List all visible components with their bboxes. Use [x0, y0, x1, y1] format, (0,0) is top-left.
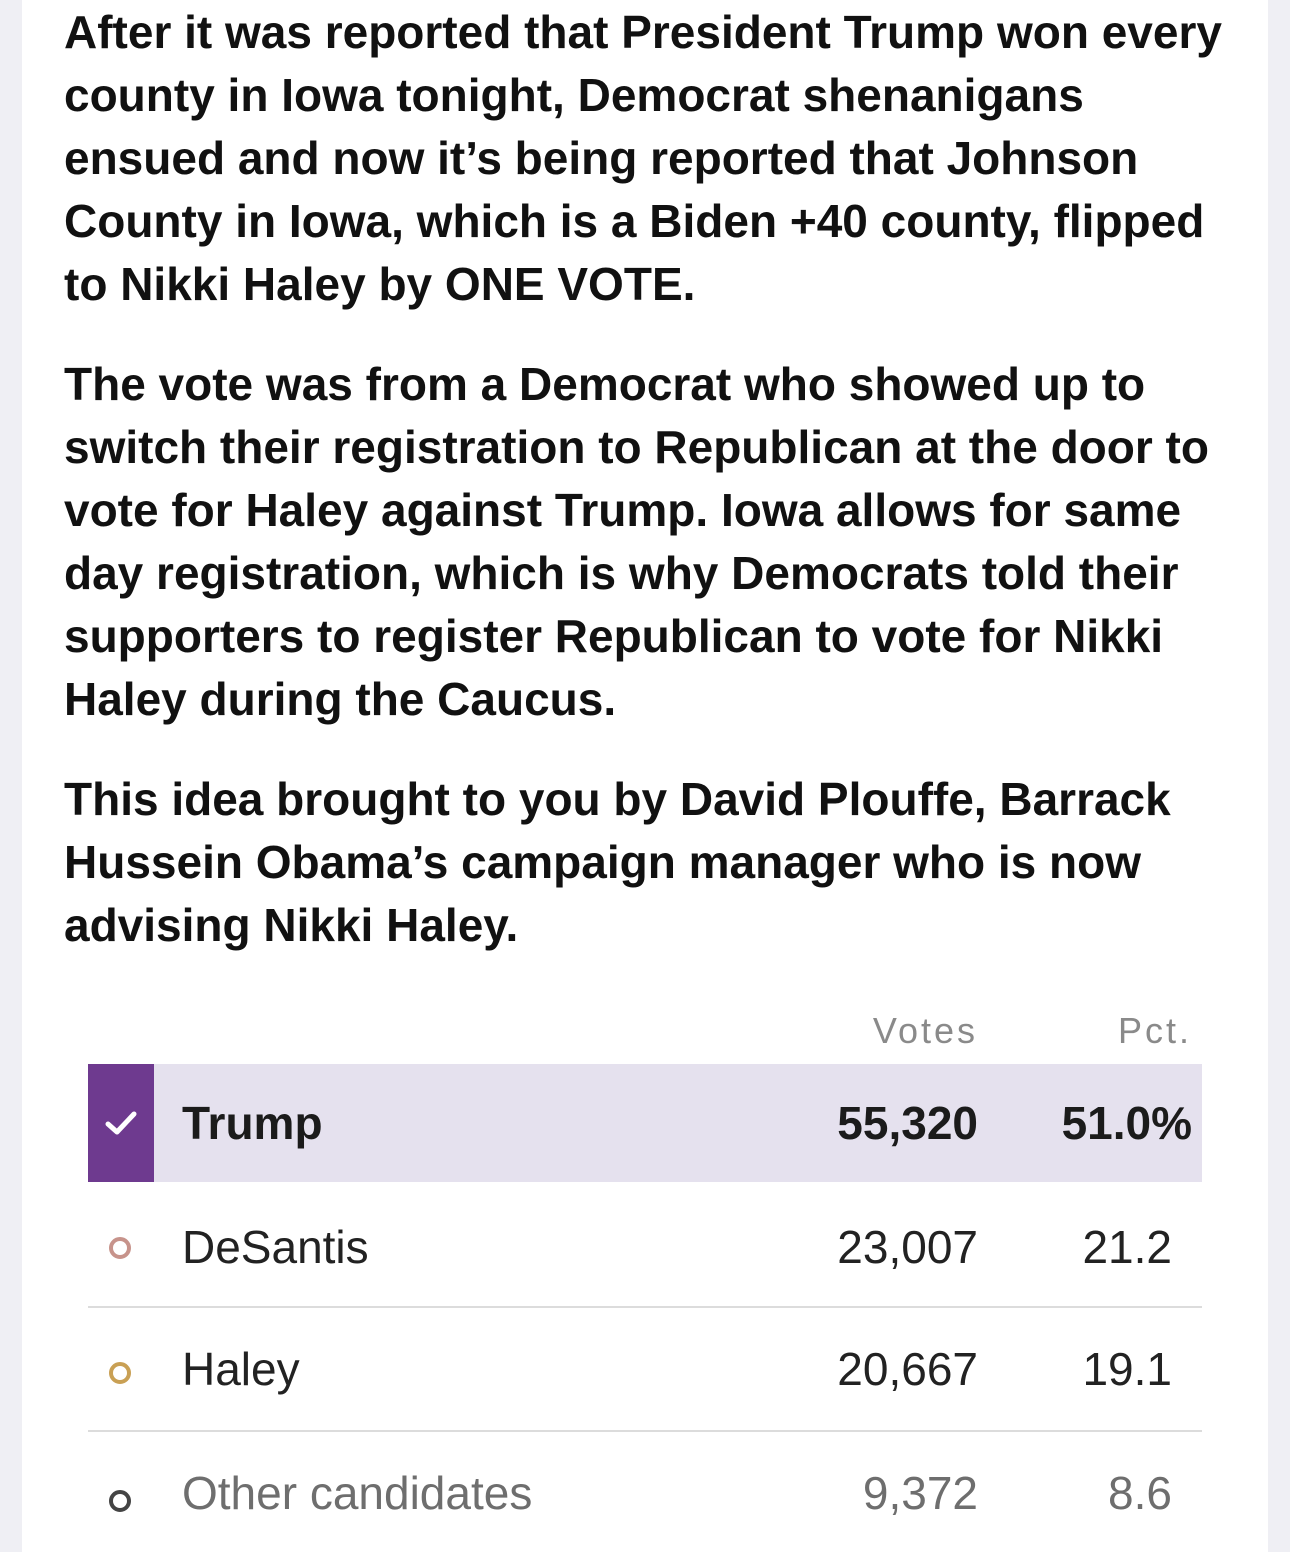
- candidate-votes: 55,320: [837, 1097, 978, 1149]
- candidate-pct: 21.2: [1082, 1221, 1172, 1273]
- result-row-other: [88, 1434, 1202, 1552]
- circle-marker-icon: [109, 1237, 131, 1259]
- winner-check-icon: [88, 1064, 154, 1182]
- candidate-pct: 51.0%: [1061, 1097, 1192, 1149]
- row-divider: [88, 1430, 1202, 1432]
- election-results-table: [88, 1010, 1202, 1552]
- post-paragraph-1: After it was reported that President Trump won every county in Iowa tonight, Democrat shenanigans ensued and now it’s being reported that Johnson County in Iowa, which is a Biden +40 county, flipped to Nikki Haley by ONE VOTE.: [64, 6, 1222, 310]
- circle-marker-icon: [109, 1362, 131, 1384]
- candidate-votes: 9,372: [862, 1467, 978, 1519]
- candidate-name: Trump: [182, 1097, 323, 1149]
- candidate-votes: 20,667: [837, 1343, 978, 1395]
- result-row-haley: [88, 1310, 1202, 1428]
- post-body: [64, 0, 1224, 994]
- candidate-pct: 19.1: [1082, 1343, 1172, 1395]
- candidate-votes: 23,007: [837, 1221, 978, 1273]
- candidate-name: DeSantis: [182, 1221, 369, 1273]
- row-divider: [88, 1306, 1202, 1308]
- candidate-name: Haley: [182, 1343, 300, 1395]
- post-paragraph-2: The vote was from a Democrat who showed up to switch their registration to Republican at the door to vote for Haley against Trump. Iowa allows for same day registration, which is why Democrats told their supporters to register Republican to vote for Nikki Haley during the Caucus.: [64, 358, 1209, 725]
- candidate-name: Other candidates: [182, 1467, 533, 1519]
- post-paragraph-3: This idea brought to you by David Plouffe, Barrack Hussein Obama’s campaign manager who is now advising Nikki Haley.: [64, 773, 1171, 951]
- candidate-pct: 8.6: [1108, 1467, 1172, 1519]
- votes-column-header: Votes: [872, 1010, 978, 1051]
- circle-marker-icon: [109, 1490, 131, 1512]
- result-row-trump: [88, 1064, 1202, 1182]
- result-row-desantis: [88, 1188, 1202, 1306]
- pct-column-header: Pct.: [1118, 1010, 1193, 1051]
- post-card: [22, 0, 1268, 1552]
